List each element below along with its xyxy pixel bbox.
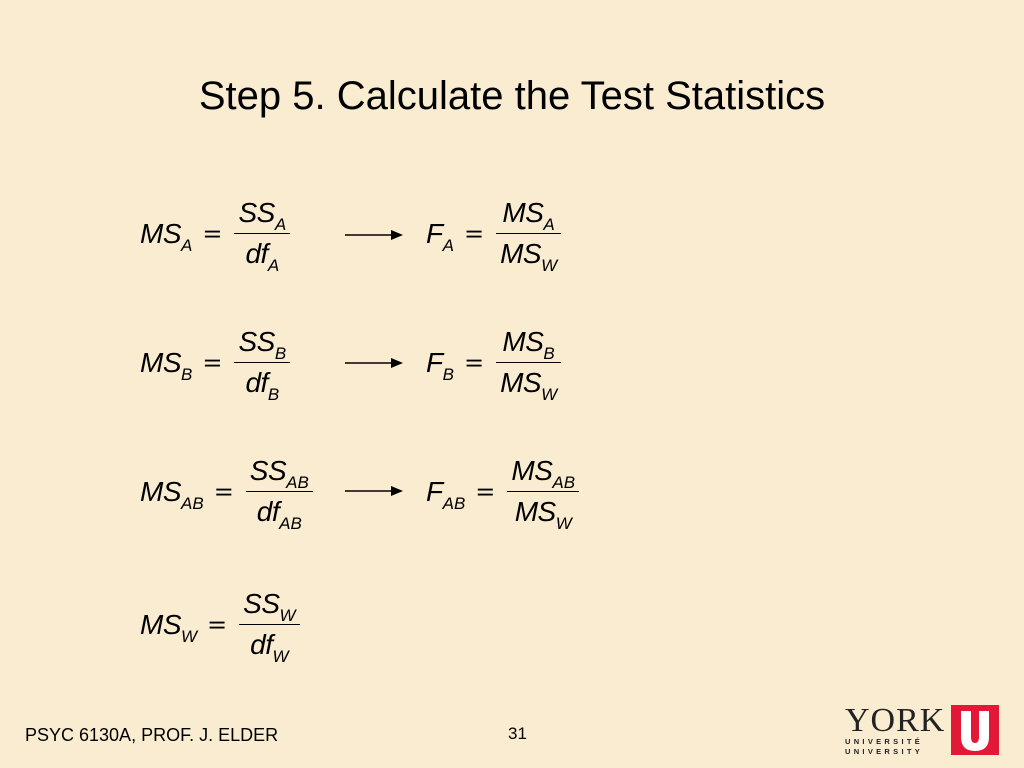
formula-lhs: $F_{AB}$ [426, 475, 466, 513]
numerator: $MS_{AB}$ [511, 455, 576, 492]
formula-lhs: $MS_{AB}$ [140, 475, 204, 513]
logo-line-1: UNIVERSITÉ [845, 737, 924, 746]
denominator: $MS_W$ [514, 496, 572, 533]
formula-ms-ab [140, 455, 313, 533]
denominator: $df_A$ [245, 238, 280, 275]
fraction-bar [234, 233, 290, 234]
right-arrow-icon [345, 356, 403, 370]
fraction-bar [507, 491, 579, 492]
fraction-bar [239, 624, 299, 625]
fraction-bar [496, 233, 561, 234]
equals-sign: = [202, 348, 223, 377]
formula-f-ab [426, 455, 579, 533]
formula-f-a [426, 197, 561, 275]
numerator: $SS_{AB}$ [249, 455, 309, 492]
fraction [246, 455, 313, 533]
formula-lhs: $MS_B$ [140, 346, 193, 384]
york-u-logo-icon [951, 705, 999, 755]
formula-ms-b [140, 326, 290, 404]
fraction [234, 326, 290, 404]
york-university-logo [845, 702, 1005, 761]
fraction [496, 197, 561, 275]
denominator: $df_{AB}$ [256, 496, 302, 533]
equals-sign: = [202, 219, 223, 248]
numerator: $SS_A$ [238, 197, 287, 234]
logo-text [845, 702, 946, 757]
formula-ms-w [140, 588, 300, 666]
formula-lhs: $F_A$ [426, 217, 454, 255]
formula-lhs: $MS_W$ [140, 608, 198, 646]
formula-lhs: $F_B$ [426, 346, 454, 384]
equals-sign: = [463, 219, 485, 248]
formula-ms-a [140, 197, 290, 275]
fraction-bar [234, 362, 290, 363]
numerator: $MS_B$ [502, 326, 555, 363]
fraction [507, 455, 579, 533]
slide-title: Step 5. Calculate the Test Statistics [198, 74, 826, 118]
denominator: $MS_W$ [500, 367, 558, 404]
right-arrow-icon [345, 228, 403, 242]
denominator: $df_B$ [245, 367, 280, 404]
fraction-bar [496, 362, 561, 363]
fraction [234, 197, 290, 275]
equals-sign: = [475, 477, 496, 506]
logo-line-2: UNIVERSITY [845, 747, 924, 756]
numerator: $SS_W$ [243, 588, 296, 625]
equals-sign: = [213, 477, 234, 506]
page-number: 31 [508, 724, 527, 743]
denominator: $MS_W$ [500, 238, 558, 275]
footer-course-label: PSYC 6130A, PROF. J. ELDER [25, 725, 279, 745]
logo-word: YORK [845, 702, 946, 739]
formula-f-b [426, 326, 561, 404]
formula-lhs: $MS_A$ [140, 217, 193, 255]
right-arrow-icon [345, 484, 403, 498]
fraction [496, 326, 561, 404]
equals-sign: = [207, 610, 228, 639]
fraction [239, 588, 299, 666]
denominator: $df_W$ [250, 629, 289, 666]
numerator: $SS_B$ [238, 326, 287, 363]
equals-sign: = [463, 348, 485, 377]
fraction-bar [246, 491, 313, 492]
numerator: $MS_A$ [502, 197, 555, 234]
